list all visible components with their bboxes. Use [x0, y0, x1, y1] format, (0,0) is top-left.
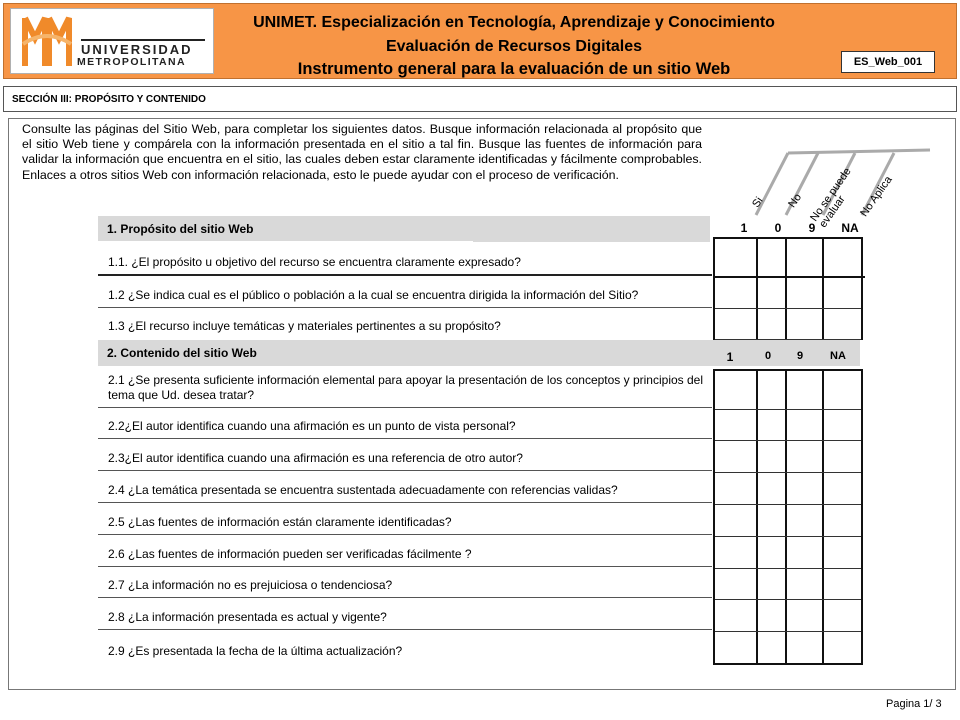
university-logo: [10, 8, 214, 74]
logo-text-metropolitana: METROPOLITANA: [77, 56, 186, 68]
question-text: 2.6 ¿Las fuentes de información pueden ser verificadas fácilmente ?: [108, 546, 472, 561]
code-na: NA: [830, 350, 846, 362]
question-text: 1.3 ¿El recurso incluye temáticas y materiales pertinentes a su propósito?: [108, 318, 501, 333]
question-text: 2.8 ¿La información presentada es actual y vigente?: [108, 609, 387, 624]
code-9: 9: [808, 221, 816, 235]
part-1-title: 1. Propósito del sitio Web: [107, 222, 254, 236]
question-row: [98, 276, 712, 308]
question-row: [98, 630, 712, 663]
part-2-answer-grid: [713, 369, 863, 665]
section-bar: [3, 86, 957, 112]
answer-cell[interactable]: [715, 239, 756, 276]
part-1-underline: [98, 241, 473, 243]
question-text: 2.4 ¿La temática presentada se encuentra sustentada adecuadamente con referencias validas?: [108, 482, 618, 497]
question-text: 1.2 ¿Se indica cual es el público o población a la cual se encuentra dirigida la información del Sitio?: [108, 287, 639, 302]
question-row: [98, 535, 712, 567]
answer-header-si: Si: [750, 195, 766, 210]
part-1-answer-grid: [713, 237, 863, 340]
question-row: [98, 308, 712, 338]
logo-text-universidad: UNIVERSIDAD: [81, 42, 193, 57]
answer-cell[interactable]: [824, 239, 861, 276]
doc-instrument-title: Instrumento general para la evaluación de un sitio Web: [297, 60, 731, 78]
page-number: Pagina 1/ 3: [886, 698, 942, 710]
code-0: 0: [774, 221, 782, 235]
question-text: 2.9 ¿Es presentada la fecha de la última actualización?: [108, 643, 403, 658]
question-text: 2.3¿El autor identifica cuando una afirmación es una referencia de otro autor?: [108, 450, 523, 465]
section-label: SECCIÓN III: PROPÓSITO Y CONTENIDO: [12, 94, 206, 105]
unimet-logo-icon: [21, 14, 73, 70]
question-row: [98, 503, 712, 535]
question-text: 2.1 ¿Se presenta suficiente información elemental para apoyar la presentación de los conceptos y principios del tema que Ud. desea tratar?: [108, 373, 704, 402]
question-row: [98, 245, 712, 276]
doc-title: UNIMET. Especialización en Tecnología, Aprendizaje y Conocimiento: [253, 14, 775, 31]
code-1: 1: [726, 350, 734, 364]
question-text: 2.5 ¿Las fuentes de información están claramente identificadas?: [108, 514, 452, 529]
document-code: ES_Web_001: [841, 51, 935, 73]
answer-header-no: No: [786, 191, 805, 210]
question-row: [98, 368, 712, 408]
question-row: [98, 471, 712, 503]
code-0: 0: [764, 350, 772, 362]
question-row: [98, 408, 712, 439]
answer-cell[interactable]: [787, 239, 822, 276]
question-row: [98, 439, 712, 471]
doc-subtitle: Evaluación de Recursos Digitales: [385, 38, 643, 55]
code-na: NA: [841, 221, 859, 235]
logo-rule: [81, 39, 205, 41]
answer-cell[interactable]: [758, 239, 785, 276]
question-text: 2.7 ¿La información no es prejuiciosa o tendenciosa?: [108, 577, 393, 592]
part-2-header: [98, 340, 860, 366]
code-1: 1: [740, 221, 748, 235]
question-row: [98, 567, 712, 598]
question-text: 2.2¿El autor identifica cuando una afirmación es un punto de vista personal?: [108, 418, 516, 433]
question-row: [98, 598, 712, 630]
code-9: 9: [796, 350, 804, 362]
document-header: [3, 3, 957, 79]
answer-header-no-aplica: No Aplica: [858, 174, 895, 219]
instructions-paragraph: Consulte las páginas del Sitio Web, para completar los siguientes datos. Busque información relacionada al propósito que el sitio Web tiene y compárela con la información presentada en el sitio a tal fin. Busque las fuentes de información para validar la información que encuentra en el sitio, las cuales deben estar claramente identificadas y fácilmente comprobables. Enlaces a otros sitios Web con información relacionada, esto le puede ayudar con el proceso de verificación.: [22, 122, 702, 182]
answer-header-no-evaluable: No se puede evaluar: [808, 165, 854, 230]
part-2-title: 2. Contenido del sitio Web: [107, 346, 257, 360]
part-1-header: [98, 216, 710, 242]
question-text: 1.1. ¿El propósito u objetivo del recurso se encuentra claramente expresado?: [108, 254, 521, 269]
